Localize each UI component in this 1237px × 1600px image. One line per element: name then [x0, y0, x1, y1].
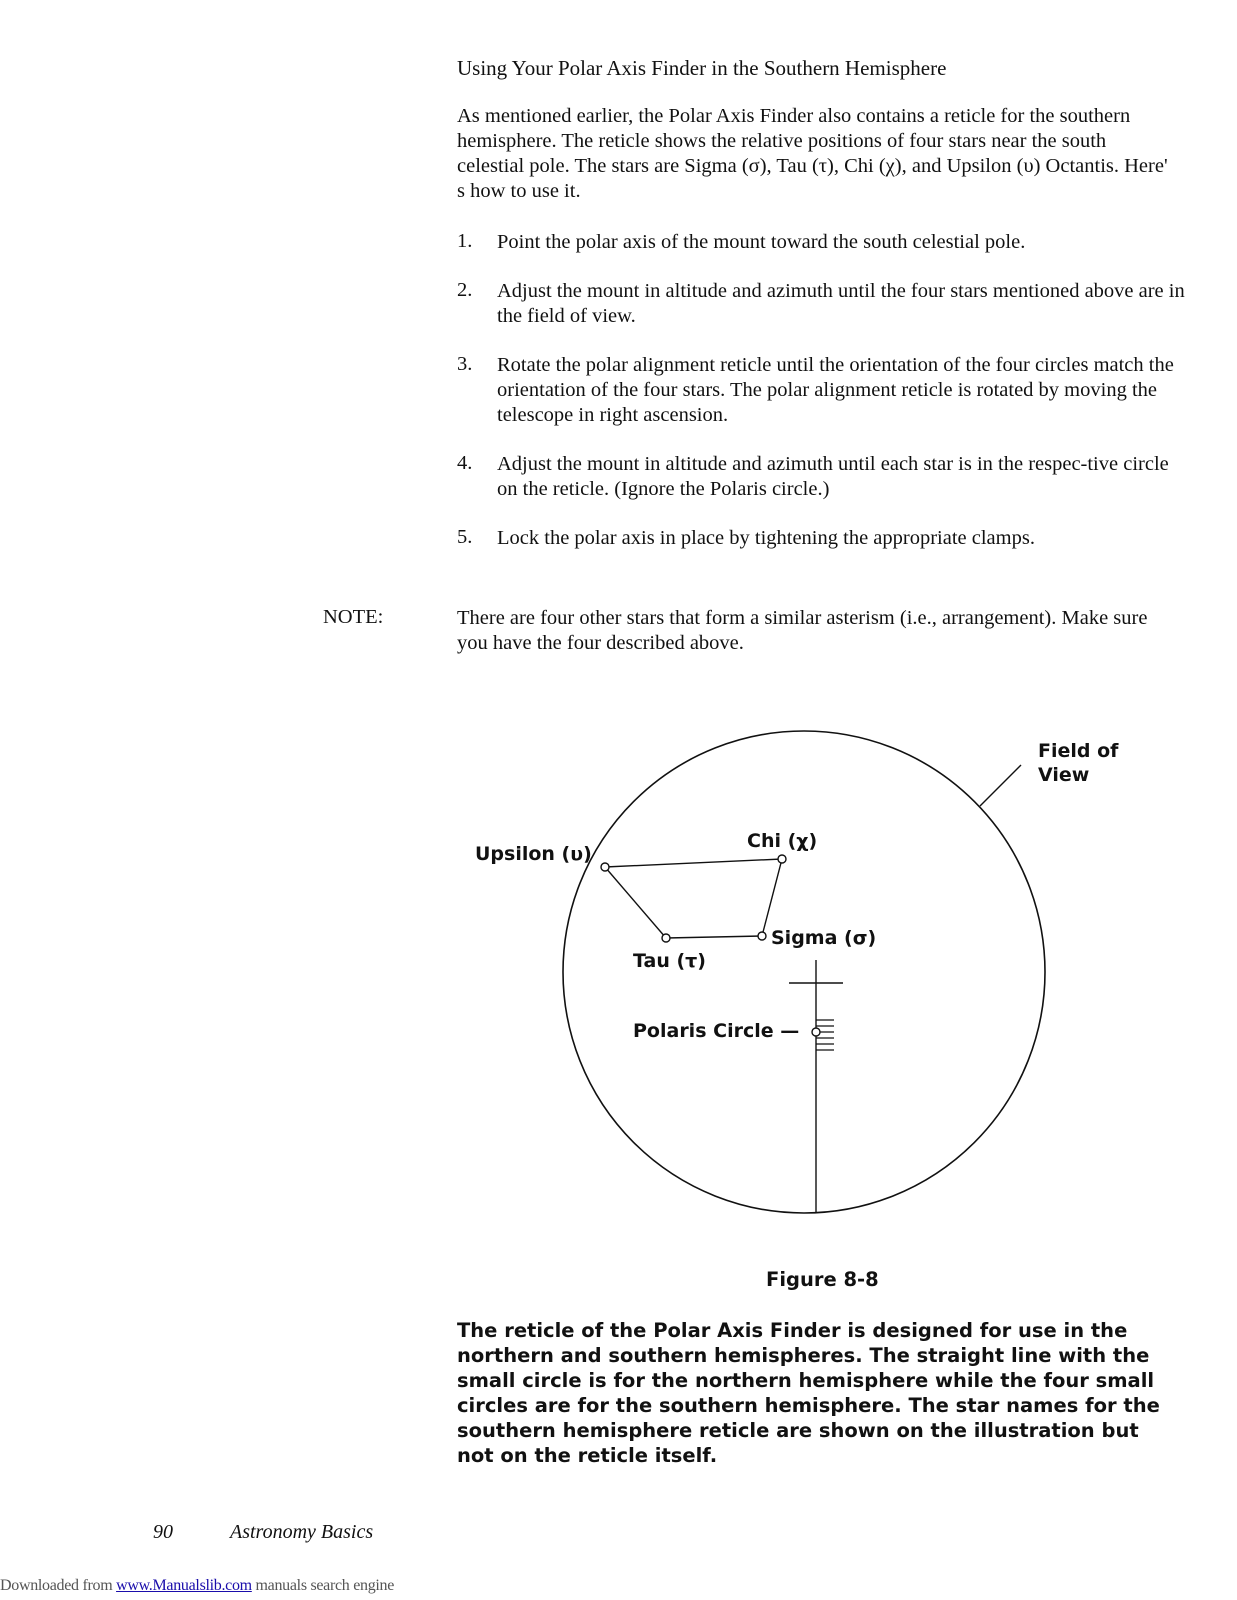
step-number: 1. [457, 230, 473, 252]
note-text: There are four other stars that form a similar asterism (i.e., arrangement). Make sure you have the four described above. [457, 607, 1148, 654]
download-prefix: Downloaded from [0, 1577, 117, 1594]
note-label: NOTE: [323, 606, 384, 628]
sigma-star-circle [758, 932, 766, 940]
figure-caption: The reticle of the Polar Axis Finder is designed for use in the northern and southern hemispheres. The straight line with the small circle is for the northern hemisphere while the four small circles are for the southern hemisphere. The star names for the southern hemisphere reticle are shown on the illustration but not on the reticle itself. [457, 1319, 1160, 1467]
step-text: Adjust the mount in altitude and azimuth until each star is in the respec-tive circle on the reticle. (Ignore the Polaris circle.) [497, 453, 1169, 500]
intro-paragraph: As mentioned earlier, the Polar Axis Finder also contains a reticle for the southern hemisphere. The reticle shows the relative positions of four stars near the south celestial pole. The stars are Sigma (σ), Tau (τ), Chi (χ), and Upsilon (υ) Octantis. Here' s how to use it. [457, 105, 1168, 202]
upsilon-label: Upsilon (υ) [475, 843, 592, 865]
sigma-tau-line [666, 936, 762, 938]
sigma-label: Sigma (σ) [771, 927, 877, 949]
field-of-view-leader [980, 765, 1021, 806]
chi-label: Chi (χ) [747, 830, 818, 852]
chi-star-circle [778, 855, 786, 863]
section-title: Astronomy Basics [230, 1521, 374, 1543]
chi-sigma-line [762, 859, 782, 936]
step-text: Lock the polar axis in place by tightening the appropriate clamps. [497, 527, 1035, 549]
step-text: Rotate the polar alignment reticle until the orientation of the four circles match the orientation of the four stars. The polar alignment reticle is rotated by moving the telescope in right ascension. [497, 354, 1174, 426]
download-footer [0, 1577, 394, 1595]
field-of-view-label-line1: Field of [1038, 740, 1119, 762]
download-suffix: manuals search engine [251, 1577, 395, 1594]
step-number: 3. [457, 353, 473, 375]
polaris-circle-label: Polaris Circle — [633, 1020, 800, 1042]
step-text: Point the polar axis of the mount toward the south celestial pole. [497, 231, 1026, 253]
manualslib-link[interactable]: www.Manualslib.com [116, 1577, 252, 1594]
polaris-circle [812, 1028, 820, 1036]
section-heading: Using Your Polar Axis Finder in the Southern Hemisphere [457, 56, 947, 80]
upsilon-star-circle [601, 863, 609, 871]
step-number: 4. [457, 452, 473, 474]
step-number: 5. [457, 526, 473, 548]
upsilon-chi-line [605, 859, 782, 867]
field-of-view-label-line2: View [1038, 764, 1090, 786]
tau-star-circle [662, 934, 670, 942]
tau-label: Tau (τ) [633, 950, 706, 972]
step-text: Adjust the mount in altitude and azimuth until the four stars mentioned above are in the field of view. [497, 280, 1185, 327]
field-of-view-circle [563, 731, 1045, 1213]
tau-upsilon-line [605, 867, 666, 938]
figure-number: Figure 8-8 [766, 1268, 879, 1291]
step-number: 2. [457, 279, 473, 301]
page-number: 90 [153, 1521, 173, 1543]
